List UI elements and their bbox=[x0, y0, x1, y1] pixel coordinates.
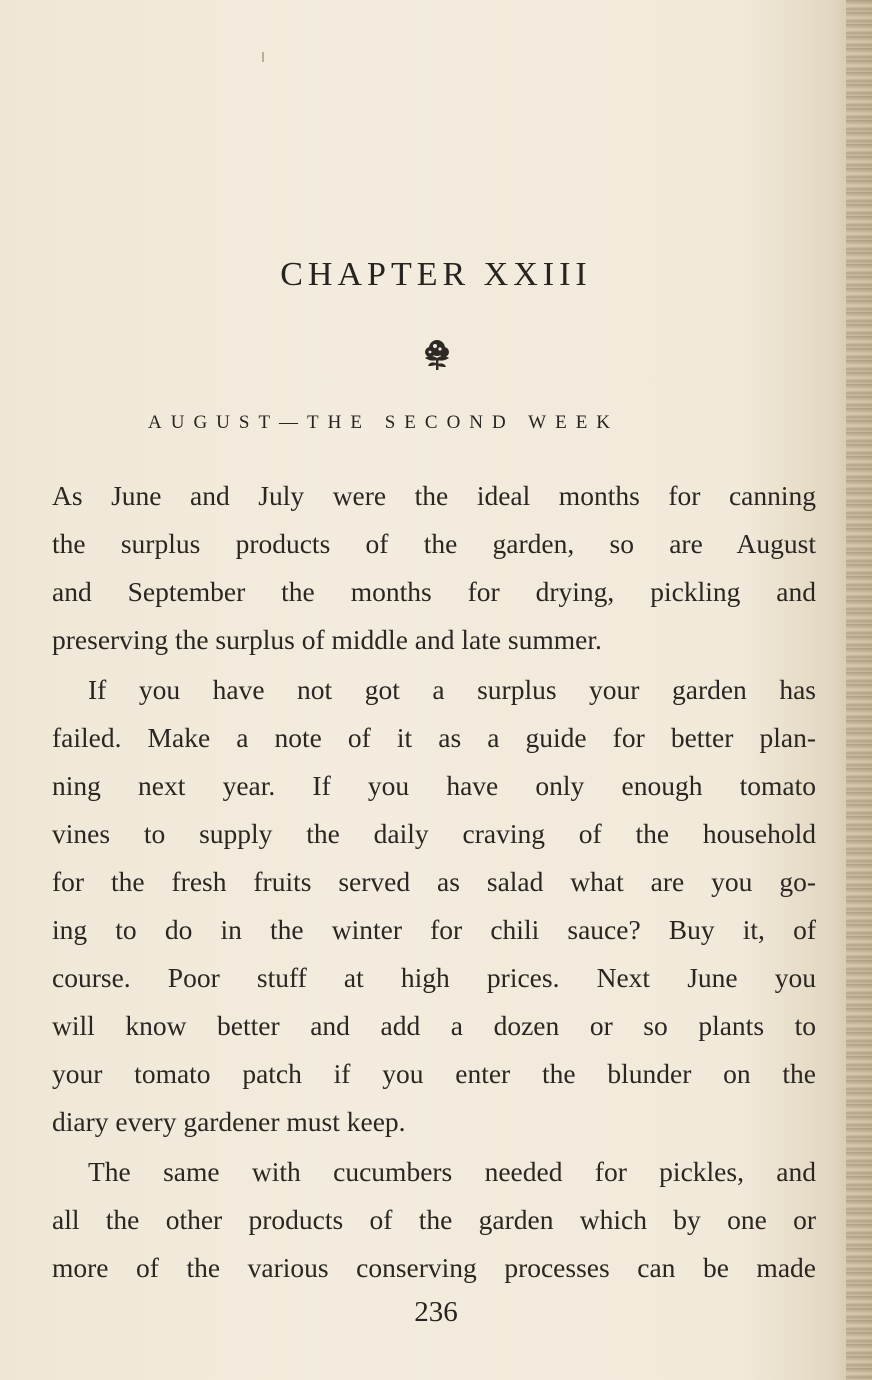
text-line: course. Poor stuff at high prices. Next June you bbox=[52, 962, 816, 993]
text-line: As June and July were the ideal months for canning bbox=[52, 480, 816, 511]
text-line: diary every gardener must keep. bbox=[52, 1106, 406, 1137]
paper-speck bbox=[262, 52, 264, 62]
text-line: the surplus products of the garden, so are August bbox=[52, 528, 816, 559]
text-line: If you have not got a surplus your garden has bbox=[88, 674, 816, 705]
text-line: ning next year. If you have only enough tomato bbox=[52, 770, 816, 801]
page-edge bbox=[846, 0, 872, 1380]
text-line: preserving the surplus of middle and late summer. bbox=[52, 624, 602, 655]
text-line: more of the various conserving processes can be made bbox=[52, 1252, 816, 1283]
text-line: The same with cucumbers needed for pickles, and bbox=[88, 1156, 816, 1187]
text-line: your tomato patch if you enter the blunder on the bbox=[52, 1058, 816, 1089]
page-number: 236 bbox=[414, 1296, 458, 1328]
text-line: for the fresh fruits served as salad what are you go- bbox=[52, 866, 816, 897]
chapter-title: CHAPTER XXIII bbox=[280, 256, 592, 293]
chapter-subtitle: AUGUST—THE SECOND WEEK bbox=[148, 412, 620, 433]
text-line: and September the months for drying, pickling and bbox=[52, 576, 816, 607]
text-line: will know better and add a dozen or so plants to bbox=[52, 1010, 816, 1041]
text-line: failed. Make a note of it as a guide for better plan- bbox=[52, 722, 816, 753]
text-line: ing to do in the winter for chili sauce? Buy it, of bbox=[52, 914, 816, 945]
text-line: all the other products of the garden which by one or bbox=[52, 1204, 816, 1235]
rose-ornament-icon bbox=[417, 336, 457, 372]
text-line: vines to supply the daily craving of the household bbox=[52, 818, 816, 849]
